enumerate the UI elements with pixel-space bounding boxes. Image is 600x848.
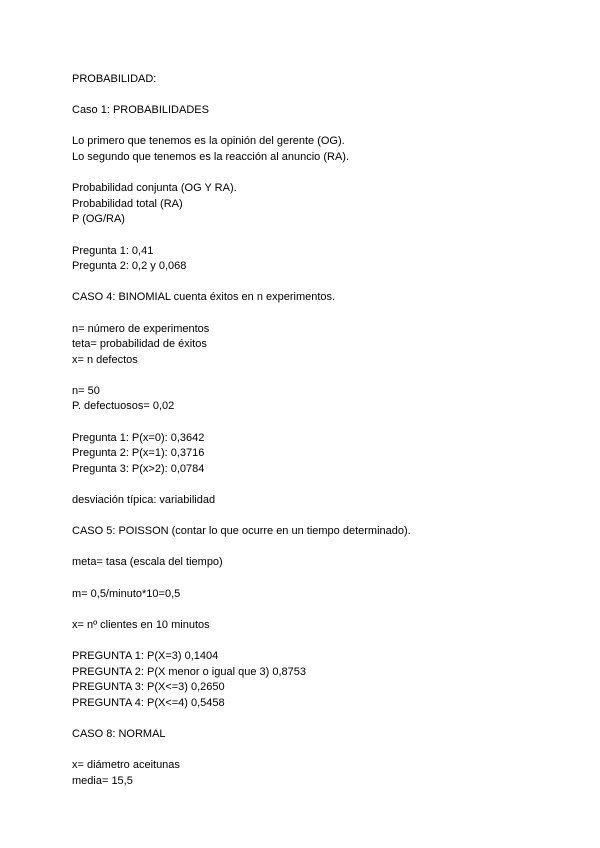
caso4-param: P. defectuosos= 0,02	[72, 400, 175, 413]
caso5-answer: PREGUNTA 2: P(X menor o igual que 3) 0,8753	[72, 665, 306, 678]
caso5-answer: PREGUNTA 1: P(X=3) 0,1404	[72, 649, 219, 662]
caso4-answer: Pregunta 2: P(x=1): 0,3716	[72, 447, 205, 460]
caso4-heading: CASO 4: BINOMIAL cuenta éxitos en n experimentos.	[72, 291, 336, 304]
document-title: PROBABILIDAD:	[72, 73, 157, 85]
caso4-note: desviación típica: variabilidad	[72, 494, 216, 507]
caso4-answer: Pregunta 3: P(x>2): 0,0784	[72, 462, 205, 475]
caso8-line: media= 15,5	[72, 774, 133, 787]
caso5-m: m= 0,5/minuto*10=0,5	[72, 587, 181, 600]
caso1-answer: Pregunta 2: 0,2 y 0,068	[72, 260, 187, 273]
caso4-definition: n= número de experimentos	[72, 322, 210, 335]
caso4-answer: Pregunta 1: P(x=0): 0,3642	[72, 431, 205, 444]
caso5-answer: PREGUNTA 3: P(X<=3) 0,2650	[72, 681, 225, 694]
caso1-line: Lo primero que tenemos es la opinión del gerente (OG).	[72, 135, 345, 148]
caso4-definition: x= n defectos	[72, 353, 138, 366]
caso1-heading: Caso 1: PROBABILIDADES	[72, 104, 209, 117]
caso5-x: x= nº clientes en 10 minutos	[72, 618, 210, 631]
caso8-line: x= diámetro aceitunas	[72, 759, 180, 772]
caso5-heading: CASO 5: POISSON (contar lo que ocurre en un tiempo determinado).	[72, 525, 411, 538]
caso1-definition: P (OG/RA)	[72, 213, 125, 226]
caso1-answer: Pregunta 1: 0,41	[72, 244, 154, 257]
caso4-definition: teta= probabilidad de éxitos	[72, 338, 207, 351]
caso1-definition: Probabilidad conjunta (OG Y RA).	[72, 182, 237, 195]
caso5-meta: meta= tasa (escala del tiempo)	[72, 556, 223, 569]
caso4-param: n= 50	[72, 384, 100, 397]
caso5-answer: PREGUNTA 4: P(X<=4) 0,5458	[72, 696, 225, 709]
caso1-line: Lo segundo que tenemos es la reacción al anuncio (RA).	[72, 150, 350, 163]
document-body	[72, 72, 552, 789]
caso1-definition: Probabilidad total (RA)	[72, 197, 183, 210]
caso8-heading: CASO 8: NORMAL	[72, 727, 166, 740]
